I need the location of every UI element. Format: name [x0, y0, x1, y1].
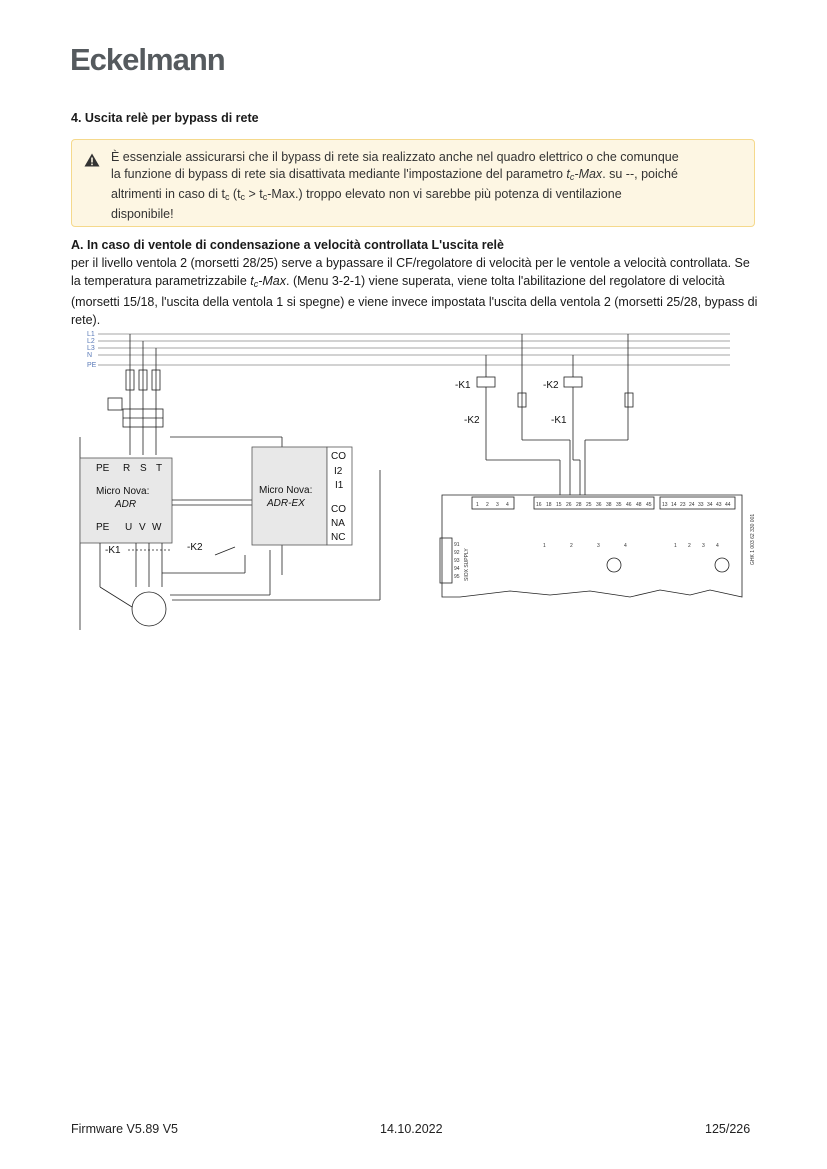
ctrl-term-3: 3 [496, 502, 499, 508]
relay-number-right-2: 2 [688, 543, 691, 549]
side-term-92: 92 [454, 550, 460, 556]
ctrl-term-18: 18 [546, 502, 552, 508]
adr-term-pe: PE [96, 463, 110, 474]
ctrl-term-15: 15 [556, 502, 562, 508]
ctrl-term-23: 23 [680, 502, 686, 508]
ctrl-term-1: 1 [476, 502, 479, 508]
adr-label-line2: ADR [115, 499, 137, 510]
adrex-label-line2: ADR-EX [267, 498, 305, 509]
section-title: 4. Uscita relè per bypass di rete [71, 111, 259, 125]
bus-label-l3: L3 [87, 345, 95, 352]
bus-label-l2: L2 [87, 338, 95, 345]
ctrl-term-35: 35 [616, 502, 622, 508]
relay-number-3: 3 [597, 543, 600, 549]
ctrl-term-4: 4 [506, 502, 509, 508]
ctrl-term-33: 33 [698, 502, 704, 508]
side-term-91: 91 [454, 542, 460, 548]
relay-number-4: 4 [624, 543, 627, 549]
body-paragraph: per il livello ventola 2 (morsetti 28/25) serve a bypassare il CF/regolatore di velocità per le ventole a velocità controllata. Se la temperatura parametrizzabile $t_c$-Max. (Menu 3-2-1) viene superata, viene tolta l'abilitazione del regolatore di velocità (morsetti 15/18, l'uscita della ventola 1 si spegne) e viene invece impostata l'uscita della ventola 2 (morsetti 25/28, bypass di rete). [71, 256, 758, 327]
ctrl-term-26: 26 [566, 502, 572, 508]
k1-coil-label: -K1 [455, 380, 471, 391]
ctrl-term-45: 45 [646, 502, 652, 508]
footer-firmware: Firmware V5.89 V5 [71, 1122, 178, 1136]
adrex-term-nc: NC [331, 532, 346, 543]
ctrl-term-25: 25 [586, 502, 592, 508]
adrex-box [252, 447, 352, 545]
part-number-label: GHK 1 003 62 330 001 [750, 513, 756, 565]
adrex-term-co1: CO [331, 451, 346, 462]
relay-number-right-3: 3 [702, 543, 705, 549]
k2-coil-label: -K2 [543, 380, 559, 391]
k2-contact-label: -K2 [187, 542, 203, 553]
adr-term-u: U [125, 522, 133, 533]
relay-number-2: 2 [570, 543, 573, 549]
control-circuit [440, 334, 742, 597]
ctrl-term-2: 2 [486, 502, 489, 508]
k2-contact-label-right: -K2 [464, 415, 480, 426]
subsection-title: A. In caso di ventole di condensazione a velocità controllata L'uscita relè [71, 238, 504, 252]
ctrl-term-24: 24 [689, 502, 695, 508]
relay-number-1: 1 [543, 543, 546, 549]
side-term-95: 95 [454, 574, 460, 580]
adrex-term-i1: I1 [335, 480, 344, 491]
bus-label-pe: PE [87, 362, 97, 369]
ctrl-term-34: 34 [707, 502, 713, 508]
k1-contact-label-right: -K1 [551, 415, 567, 426]
ctrl-term-13: 13 [662, 502, 668, 508]
ctrl-term-46: 46 [626, 502, 632, 508]
ctrl-term-14: 14 [671, 502, 677, 508]
ctrl-term-48: 48 [636, 502, 642, 508]
bus-label-l1: L1 [87, 331, 95, 338]
adr-term-s: S [140, 463, 147, 474]
k1-contact-label: -K1 [105, 545, 121, 556]
adr-term-t: T [156, 463, 163, 474]
adrex-term-i2: I2 [334, 466, 343, 477]
adrex-term-na: NA [331, 518, 345, 529]
adr-term-w: W [152, 522, 162, 533]
ctrl-term-36: 36 [596, 502, 602, 508]
ctrl-term-28: 28 [576, 502, 582, 508]
footer-page-number: 125/226 [705, 1122, 751, 1136]
side-term-94: 94 [454, 566, 460, 572]
footer-date: 14.10.2022 [380, 1122, 443, 1136]
ctrl-term-38: 38 [606, 502, 612, 508]
side-supply-label: SIOX SUPPLY [464, 548, 470, 581]
ctrl-term-16: 16 [536, 502, 542, 508]
side-term-93: 93 [454, 558, 460, 564]
ctrl-term-43: 43 [716, 502, 722, 508]
warning-box [71, 139, 755, 227]
adr-label-line1: Micro Nova: [96, 486, 150, 497]
wiring-diagram [70, 325, 760, 630]
ctrl-term-44: 44 [725, 502, 731, 508]
warning-triangle-icon [84, 153, 100, 167]
relay-number-right-1: 1 [674, 543, 677, 549]
warning-text: È essenziale assicurarsi che il bypass di rete sia realizzato anche nel quadro elettrico o che comunque la funzione di bypass di rete sia disattivata mediante l'impostazione del parametro $t_c$-Max. su --, poiché altrimenti in caso di $t_c$ $(t_c > t_c-Max.)$ troppo elevato non vi sarebbe più potenza di ventilazione disponibile! [111, 150, 679, 221]
adrex-term-co2: CO [331, 504, 346, 515]
adrex-label-line1: Micro Nova: [259, 485, 313, 496]
adr-term-r: R [123, 463, 131, 474]
bus-lines [98, 334, 730, 365]
adr-term-pe-out: PE [96, 522, 110, 533]
company-logo: Eckelmann [70, 42, 225, 77]
relay-number-right-4: 4 [716, 543, 719, 549]
adr-term-v: V [139, 522, 146, 533]
bus-label-n: N [87, 352, 93, 359]
